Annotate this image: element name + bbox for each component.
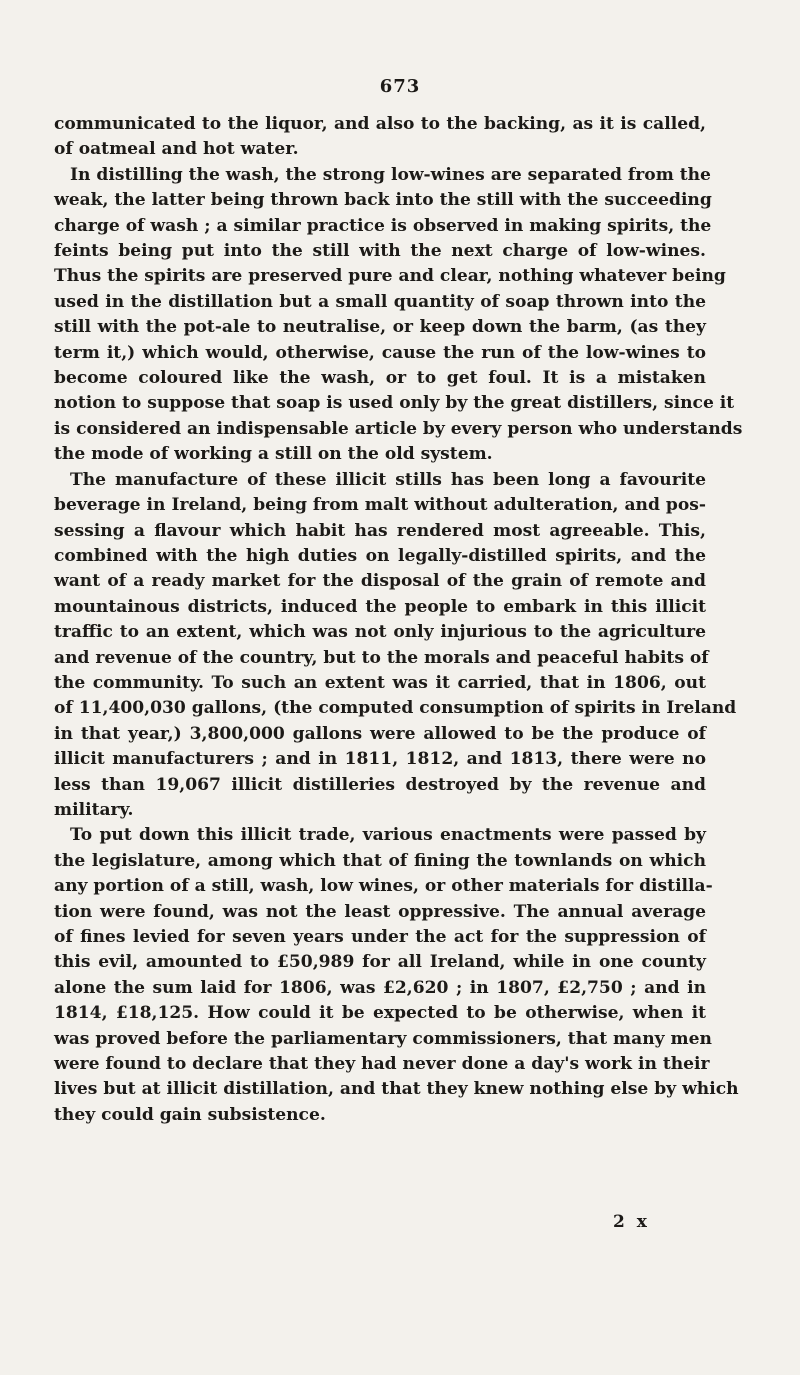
- text-line: lives but at illicit distillation, and that they knew nothing else by which: [54, 1079, 739, 1100]
- text-line: mountainous districts, induced the people to embark in this illicit: [54, 596, 706, 617]
- text-line: notion to suppose that soap is used only by the great distillers, since it: [54, 393, 735, 414]
- text-line: beverage in Ireland, being from malt without adulteration, and pos-: [54, 495, 706, 516]
- text-line: and revenue of the country, but to the morals and peaceful habits of: [54, 647, 709, 668]
- text-line: communicated to the liquor, and also to the backing, as it is called,: [54, 114, 706, 134]
- text-line: To put down this illicit trade, various enactments were passed by: [70, 825, 706, 846]
- text-line: want of a ready market for the disposal of the grain of remote and: [54, 571, 706, 592]
- text-line: this evil, amounted to £50,989 for all Ireland, while in one county: [54, 952, 706, 973]
- text-line: military.: [54, 799, 134, 820]
- text-line: the mode of working a still on the old system.: [54, 444, 493, 465]
- text-line: the legislature, among which that of fining the townlands on which: [54, 850, 706, 871]
- text-line: traffic to an extent, which was not only injurious to the agriculture: [54, 622, 706, 643]
- text-line: the community. To such an extent was it carried, that in 1806, out: [54, 672, 706, 693]
- text-line: term it,) which would, otherwise, cause the run of the low-wines to: [54, 342, 706, 363]
- text-line: illicit manufacturers ; and in 1811, 1812, and 1813, there were no: [54, 749, 706, 770]
- body-text: [54, 112, 743, 1128]
- catchword: 2 x: [613, 1212, 650, 1232]
- text-line: used in the distillation but a small quantity of soap thrown into the: [54, 291, 706, 312]
- text-line: in that year,) 3,800,000 gallons were allowed to be the produce of: [54, 723, 706, 744]
- text-line: was proved before the parliamentary commissioners, that many men: [54, 1028, 712, 1049]
- text-line: The manufacture of these illicit stills has been long a favourite: [70, 469, 706, 490]
- text-line: still with the pot-ale to neutralise, or keep down the barm, (as they: [54, 317, 706, 338]
- text-line: of fines levied for seven years under the act for the suppression of: [54, 927, 706, 947]
- page-number: 673: [379, 76, 421, 97]
- text-line: tion were found, was not the least oppressive. The annual average: [54, 901, 706, 922]
- text-line: less than 19,067 illicit distilleries destroyed by the revenue and: [54, 774, 706, 795]
- text-line: combined with the high duties on legally-distilled spirits, and the: [54, 545, 706, 566]
- text-line: charge of wash ; a similar practice is observed in making spirits, the: [54, 215, 712, 236]
- text-line: feints being put into the still with the next charge of low-wines.: [54, 241, 706, 262]
- text-line: is considered an indispensable article by every person who understands: [54, 418, 743, 439]
- paragraph: [54, 163, 743, 468]
- text-line: alone the sum laid for 1806, was £2,620 ; in 1807, £2,750 ; and in: [54, 977, 706, 998]
- text-line: of 11,400,030 gallons, (the computed consumption of spirits in Ireland: [54, 698, 737, 719]
- text-line: they could gain subsistence.: [54, 1104, 326, 1125]
- text-line: In distilling the wash, the strong low-wines are separated from the: [70, 164, 711, 185]
- paragraph: [54, 823, 739, 1128]
- paragraph: [54, 468, 737, 824]
- text-line: sessing a flavour which habit has rendered most agreeable. This,: [54, 520, 706, 541]
- text-line: any portion of a still, wash, low wines, or other materials for distilla-: [54, 876, 713, 897]
- text-line: were found to declare that they had never done a day's work in their: [54, 1054, 710, 1075]
- text-line: become coloured like the wash, or to get foul. It is a mistaken: [54, 368, 706, 389]
- text-line: 1814, £18,125. How could it be expected to be otherwise, when it: [54, 1003, 706, 1024]
- text-line: Thus the spirits are preserved pure and clear, nothing whatever being: [54, 266, 726, 287]
- text-line: weak, the latter being thrown back into the still with the succeeding: [54, 190, 712, 211]
- paragraph: [54, 112, 706, 163]
- text-line: of oatmeal and hot water.: [54, 139, 299, 160]
